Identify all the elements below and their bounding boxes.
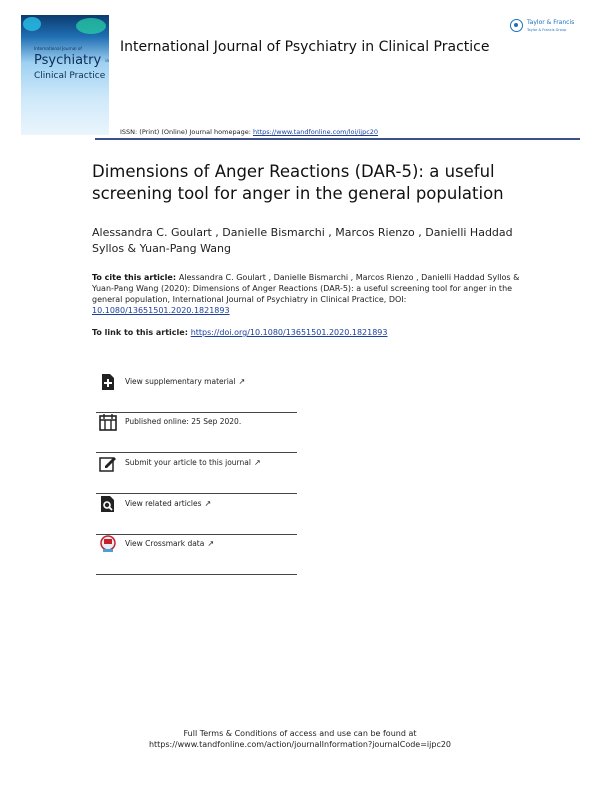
footer-url[interactable]: https://www.tandfonline.com/action/journalInformation?journalCode=ijpc20 — [148, 740, 452, 749]
article-authors: Alessandra C. Goulart , Danielle Bismarchi , Marcos Rienzo , Danielli Haddad Syllos & Yuan-Pang Wang — [92, 226, 513, 255]
issn-line: ISSN: (Print) (Online) Journal homepage: https://www.tandfonline.com/loi/ijpc20 — [120, 128, 379, 136]
divider — [96, 452, 297, 454]
citation-label: To cite this article: — [92, 273, 179, 282]
header-divider — [95, 138, 580, 140]
submit-article-link[interactable]: Submit your article to this journal ↗ — [96, 454, 297, 494]
edit-icon — [99, 454, 117, 472]
crossmark-link[interactable]: View Crossmark data ↗ — [96, 535, 297, 575]
external-link-icon: ↗ — [253, 458, 261, 467]
journal-title[interactable]: International Journal of Psychiatry in Clinical Practice — [120, 39, 490, 55]
crossmark-icon — [99, 535, 117, 553]
related-articles-link[interactable]: View related articles ↗ — [96, 495, 297, 535]
publisher-logo — [510, 17, 588, 37]
citation-text: Alessandra C. Goulart , Danielle Bismarchi , Marcos Rienzo , Danielli Haddad Syllos & Yuan-Pang Wang (2020): Dimensions of Anger Reactions (DAR-5): a useful screening tool for anger in the general population, International Journal of Psychiatry in Clinical Practice, DOI: — [92, 273, 520, 304]
journal-homepage-link[interactable]: https://www.tandfonline.com/loi/ijpc20 — [252, 128, 379, 136]
search-doc-icon — [99, 495, 117, 513]
external-link-icon: ↗ — [204, 499, 212, 508]
article-link — [92, 328, 388, 337]
citation — [92, 272, 522, 316]
divider — [96, 493, 297, 495]
cover-decoration — [76, 18, 106, 34]
cover-small-text: International Journal of — [34, 46, 82, 51]
journal-cover — [21, 15, 109, 135]
article-title: Dimensions of Anger Reactions (DAR-5): a useful screening tool for anger in the general population — [92, 162, 504, 203]
footer-terms: Full Terms & Conditions of access and use can be found at — [183, 729, 417, 738]
cover-subtitle: Clinical Practice — [34, 71, 106, 81]
publisher-name: Taylor & Francis — [527, 19, 575, 26]
cover-title: Psychiatry in — [34, 53, 109, 68]
link-label: To link to this article: — [92, 328, 191, 337]
calendar-icon — [99, 413, 117, 431]
doi-link[interactable]: 10.1080/13651501.2020.1821893 — [92, 306, 230, 315]
footer — [0, 728, 600, 750]
published-online-info: Published online: 25 Sep 2020. — [96, 413, 297, 453]
divider — [96, 574, 297, 576]
article-url[interactable]: https://doi.org/10.1080/13651501.2020.1821893 — [190, 328, 388, 337]
publisher-logo-icon — [510, 19, 523, 32]
cover-decoration — [23, 17, 41, 31]
publisher-group: Taylor & Francis Group — [527, 28, 567, 32]
external-link-icon: ↗ — [238, 377, 246, 386]
external-link-icon: ↗ — [207, 539, 215, 548]
plus-doc-icon — [99, 373, 117, 391]
supplementary-material-link[interactable]: View supplementary material ↗ — [96, 373, 297, 413]
